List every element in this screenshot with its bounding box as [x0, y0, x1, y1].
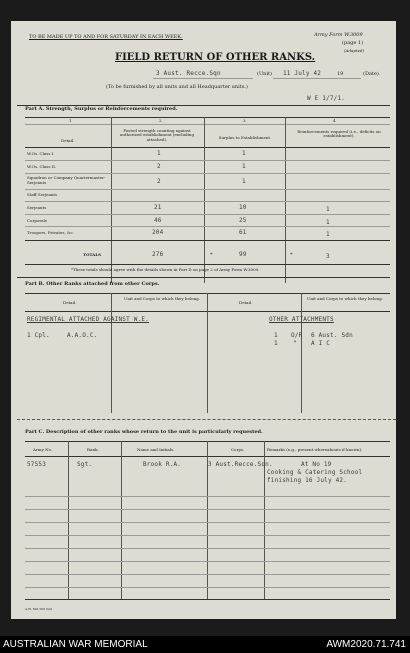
row-rule	[25, 173, 390, 174]
blank-row-rule	[25, 535, 390, 536]
part-b-rule	[17, 277, 390, 278]
part-c-col-line-1	[68, 441, 69, 599]
row-establishment: 25	[239, 217, 247, 224]
row-posted: 204	[152, 229, 164, 236]
row-posted: 46	[154, 217, 162, 224]
row-rule	[25, 226, 390, 227]
totals-label: TOTALS	[83, 252, 102, 257]
row-detail: W.Os. Class II.	[27, 164, 57, 169]
entry-corps: 3 Aust.Recce.Sqn.	[208, 461, 273, 468]
blank-row-rule	[25, 561, 390, 562]
reference-number: W E 1/7/1.	[307, 95, 346, 102]
form-number: Army Form W.3009	[314, 32, 363, 38]
blank-row-rule	[25, 587, 390, 588]
col-number-1: 1	[69, 118, 72, 123]
row-posted: 2	[157, 178, 161, 185]
part-c-col-rank: Rank.	[87, 447, 99, 452]
part-a-col-line-3	[285, 117, 286, 283]
entry-rank: Sgt.	[77, 461, 93, 468]
part-a-col-line-1	[111, 117, 112, 283]
row-establishment: 1	[242, 163, 246, 170]
col-number-2: 2	[159, 118, 162, 123]
row-posted: 2	[157, 163, 161, 170]
other-attachment-count: 1	[274, 340, 278, 347]
totals-posted: 276	[152, 251, 164, 258]
archive-footer	[0, 636, 410, 653]
other-attachment-unit: 6 Aust. Sdn	[311, 332, 353, 339]
blank-row-rule	[25, 548, 390, 549]
row-establishment: 61	[239, 229, 247, 236]
subtitle: (To be furnished by all units and all Headquarter units.)	[106, 84, 248, 90]
part-c-col-remarks: Remarks (e.g., present whereabouts if known).	[267, 447, 363, 452]
row-rule	[25, 214, 390, 215]
row-posted: 21	[154, 204, 162, 211]
part-a-number-row-rule	[25, 124, 390, 125]
tear-line	[17, 419, 396, 420]
page-number: (page 1)	[342, 40, 364, 46]
part-c-col-corps: Corps.	[231, 447, 245, 452]
row-rule	[25, 160, 390, 161]
totals-reinforcements: 3	[326, 253, 330, 260]
totals-rule	[25, 264, 390, 265]
part-b-col-line-1	[111, 293, 112, 413]
part-c-col-name: Name and Initials.	[137, 447, 175, 452]
other-attachments-title: OTHER ATTACHMENTS	[269, 316, 334, 323]
row-rule	[25, 189, 390, 190]
other-attachment-rank: "	[293, 340, 297, 347]
unit-underline	[153, 78, 253, 79]
row-reinforcements: 1	[326, 219, 330, 226]
row-reinforcements: 1	[326, 206, 330, 213]
blank-row-rule	[25, 574, 390, 575]
row-detail: Staff Serjeants	[27, 192, 58, 197]
col-header-posted: Posted strength counting against authorized establishment (excluding attached).	[119, 128, 195, 142]
other-attachment-count: 1	[274, 332, 278, 339]
adapted-note: (Adapted)	[344, 48, 365, 53]
col-header-surplus: Surplus to Establishment.	[218, 135, 272, 140]
other-attachment-unit: A I C	[311, 340, 331, 347]
row-posted: 1	[157, 150, 161, 157]
row-detail: Troopers, Privates, &c.	[27, 230, 75, 235]
row-detail: Corporals	[27, 218, 47, 223]
row-reinforcements: 1	[326, 231, 330, 238]
part-b-col-detail-2: Detail.	[239, 300, 253, 305]
entry-remarks-line: At No 19	[301, 461, 332, 468]
col-header-detail: Detail.	[61, 138, 75, 143]
footer-accession-number: AWM2020.71.741	[326, 639, 406, 650]
blank-row-rule	[25, 522, 390, 523]
row-establishment: 1	[242, 150, 246, 157]
date-underline	[273, 78, 361, 79]
part-b-col-unit-2: Unit and Corps to which they belong.	[307, 296, 383, 301]
row-detail: Serjeants	[27, 205, 47, 210]
date-label: (Date).	[363, 71, 381, 77]
part-a-heading: Part A. Strength, Surplus or Reinforcements required.	[25, 106, 178, 112]
row-rule	[25, 201, 390, 202]
attached-unit: A.A.O.C.	[67, 332, 98, 339]
part-c-col-army-no: Army No.	[33, 447, 53, 452]
unit-value: 3 Aust. Recce.Sqn	[156, 70, 221, 77]
footer-institution: AUSTRALIAN WAR MEMORIAL	[3, 639, 148, 650]
part-b-col-line-2	[207, 293, 208, 413]
part-a-note: *These totals should agree with the details shown in Part D on page 2 of Army Form W.3009.	[71, 267, 260, 272]
row-detail: Squadron or Company Quartermaster-Serjeants	[27, 175, 106, 185]
top-note: TO BE MADE UP TO AND FOR SATURDAY IN EACH WEEK.	[29, 34, 183, 40]
form-title: FIELD RETURN OF OTHER RANKS.	[115, 52, 316, 63]
print-code: A.W. 500.506 5/41	[25, 607, 53, 611]
col-number-3: 3	[243, 118, 246, 123]
unit-label: (Unit)	[257, 71, 272, 77]
blank-row-rule	[25, 496, 390, 497]
entry-remarks-line: finishing 16 July 42.	[267, 477, 348, 484]
row-detail: W.Os. Class I	[27, 151, 54, 156]
part-b-col-detail: Detail.	[63, 300, 77, 305]
part-b-col-unit: Unit and Corps to which they belong.	[124, 296, 200, 301]
part-b-heading: Part B. Other Ranks attached from other Corps.	[25, 281, 160, 287]
entry-name: Brook R.A.	[143, 461, 182, 468]
regimental-attached-title: REGIMENTAL ATTACHED AGAINST W.E.	[27, 316, 149, 323]
col-header-reinforcements: Reinforcements required (i.e., deficits on establishment).	[297, 129, 381, 139]
entry-army-no: 57553	[27, 461, 47, 468]
date-value: 11 July 42	[283, 70, 322, 77]
part-a-col-line-2	[204, 117, 205, 283]
totals-establishment: 99	[239, 251, 247, 258]
row-rule	[25, 240, 390, 241]
blank-row-rule	[25, 509, 390, 510]
attached-rank: 1 Cpl.	[27, 332, 50, 339]
part-c-heading: Part C. Description of other ranks whose return to the unit is particularly requested.	[25, 429, 263, 435]
row-establishment: 10	[239, 204, 247, 211]
row-establishment: 1	[242, 178, 246, 185]
form-sheet: TO BE MADE UP TO AND FOR SATURDAY IN EACH WEEK. Army Form W.3009 (page 1) (Adapted) FIELD RETURN OF OTHER RANKS. 3 Aust. Recce.Sqn (Unit) 11 July 42 19 (Date). (To be furnished by all units and all Headquarter units.) W E 1/7/1. Part A. Strength, Surplus or Reinforcements required. 1 2 3 4 Detail. Posted strength counting against authorized establishment (excluding attached). Surplus to Establishment. Reinforcements required (i.e., deficits on establishment). W.Os. Class I 1 1 W.Os. Class II. 2 1 Squadron or Company Quartermaster-Serjeants 2 1 Staff Serjeants Serjeants 21 10 1 Corporals 46 25 1 Troopers, Privates, &c. 204 61 1 TOTALS 276 * 99 * 3 *These totals should agree with the details shown in Part D on page 2 of Army Form W.3009. Part B. Other Ranks attached from other Corps. Detail. Unit and Corps to which they belong. Detail. Unit and Corps to which they belong. REGIMENTAL ATTACHED AGAINST W.E. 1 Cpl. A.A.O.C. OTHER ATTACHMENTS 1 O/R 6 Aust. Sdn 1 " A I C Part C. Description of other ranks whose return to the unit is particularly requested. Army No. Rank. Name and Initials. Corps. Remarks (e.g., present whereabouts if known). 57553 Sgt. Brook R.A. 3 Aust.Recce.Sqn. At No 19 Cooking & Catering School finishing 16 July 42. A.W. 500.506 5/41	[11, 21, 396, 619]
part-c-table-bottom	[25, 599, 390, 600]
part-b-col-line-3	[301, 293, 302, 413]
part-a-header-rule	[25, 147, 390, 148]
entry-remarks-line: Cooking & Catering School	[267, 469, 363, 476]
other-attachment-rank: O/R	[291, 332, 303, 339]
col-number-4: 4	[333, 118, 336, 123]
date-year: 19	[337, 71, 344, 77]
part-c-col-line-2	[121, 441, 122, 599]
